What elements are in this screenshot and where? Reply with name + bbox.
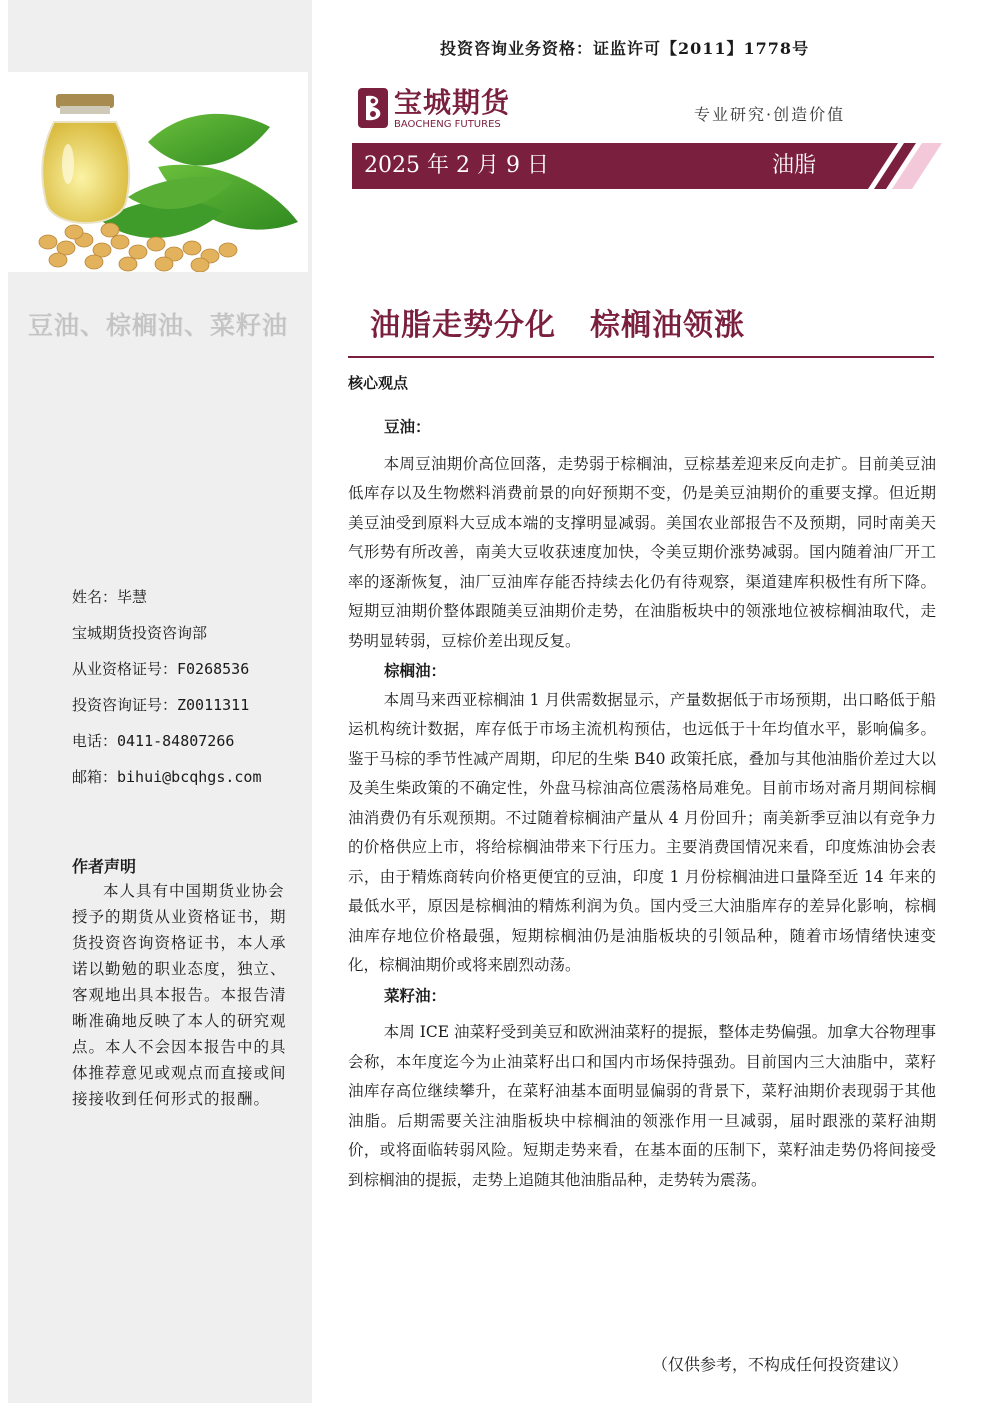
consulting-number: 投资咨询证号：Z0011311 [72,696,250,714]
report-body [348,412,936,1195]
slogan: 专业研究·创造价值 [694,105,846,124]
phone: 电话：0411-84807266 [72,732,235,750]
hero-image [8,72,308,272]
license-line: 投资咨询业务资格：证监许可【2011】1778号 [440,39,810,58]
declaration-text: 本人具有中国期货业协会授予的期货从业资格证书，期货投资咨询资格证书，本人承诺以勤勉的职业态度，独立、客观地出具本报告。本报告清晰准确地反映了本人的研究观点。本人不会因本报告中的具体推荐意见或观点而直接或间接接收到任何形式的报酬。 [72,882,287,1108]
logo-mark-icon [356,86,390,130]
company-logo [356,86,510,130]
author-contact [72,582,308,798]
author-name: 姓名：毕慧 [72,588,148,606]
title-part1: 油脂走势分化 [370,308,556,343]
logo-text-en: BAOCHENG FUTURES [394,119,501,130]
date-banner [352,143,942,189]
qualification-number: 从业资格证号：F0268536 [72,660,250,678]
report-category: 油脂 [772,153,817,178]
core-views-label: 核心观点 [348,374,409,392]
report-title [370,300,745,344]
section-text-rapeseed-oil: 本周 ICE 油菜籽受到美豆和欧洲油菜籽的提振，整体走势偏强。加拿大谷物理事会称，本年度迄今为止油菜籽出口和国内市场保持强劲。目前国内三大油脂中，菜籽油库存高位继续攀升，在菜籽油基本面明显偏弱的背景下，菜籽油期价表现弱于其他油脂。后期需要关注油脂板块中棕榈油的领涨作用一旦减弱，届时跟涨的菜籽油期价，或将面临转弱风险。短期走势来看，在基本面的压制下，菜籽油走势仍将间接受到棕榈油的提振，走势上追随其他油脂品种，走势转为震荡。 [348,1023,936,1189]
report-date: 2025 年 2 月 9 日 [364,153,549,178]
section-text-soybean-oil: 本周豆油期价高位回落，走势弱于棕榈油，豆棕基差迎来反向走扩。目前美豆油低库存以及生物燃料消费前景的向好预期不变，仍是美豆油期价的重要支撑。但近期美豆油受到原料大豆成本端的支撑明显减弱。美国农业部报告不及预期，同时南美天气形势有所改善，南美大豆收获速度加快，令美豆期价涨势减弱。国内随着油厂开工率的逐渐恢复，油厂豆油库存能否持续去化仍有待观察，渠道建库积极性有所下降。短期豆油期价整体跟随美豆油期价走势，在油脂板块中的领涨地位被棕榈油取代，走势明显转弱，豆棕价差出现反复。 [348,454,936,650]
author-department: 宝城期货投资咨询部 [72,624,208,642]
declaration-title: 作者声明 [72,857,137,876]
section-heading-soybean-oil: 豆油： [384,417,431,436]
section-text-palm-oil: 本周马来西亚棕榈油 1 月供需数据显示，产量数据低于市场预期，出口略低于船运机构统计数据，库存低于市场主流机构预估，也远低于十年均值水平，影响偏多。鉴于马棕的季节性减产周期，印尼的生柴 B40 政策托底，叠加与其他油脂价差过大以及美生柴政策的不确定性，外盘马棕油高位震荡格局难免。目前市场对斋月期间棕榈油消费仍有乐观预期。不过随着棕榈油产量从 4 月份回升；南美新季豆油以有竞争力的价格供应上市，将给棕榈油带来下行压力。主要消费国情况来看，印度炼油协会表示，由于精炼商转向价格更便宜的豆油，印度 1 月份棕榈油进口量降至近 14 年来的最低水平，原因是棕榈油的精炼利润为负。国内受三大油脂库存的差异化影响，棕榈油库存地位价格最强，短期棕榈油仍是油脂板块的引领品种，随着市场情绪快速变化，棕榈油期价或将来剧烈动荡。 [348,690,936,974]
section-heading-rapeseed-oil: 菜籽油： [384,985,447,1005]
email: 邮箱：bihui@bcqhgs.com [72,768,262,786]
section-heading-palm-oil: 棕榈油： [384,661,447,680]
title-part2: 棕榈油领涨 [590,308,745,343]
sidebar-topic: 豆油、棕榈油、菜籽油 [27,311,288,340]
logo-text-cn: 宝城期货 [394,86,511,119]
disclaimer-footer: （仅供参考，不构成任何投资建议） [652,1355,909,1374]
title-divider [348,356,934,358]
